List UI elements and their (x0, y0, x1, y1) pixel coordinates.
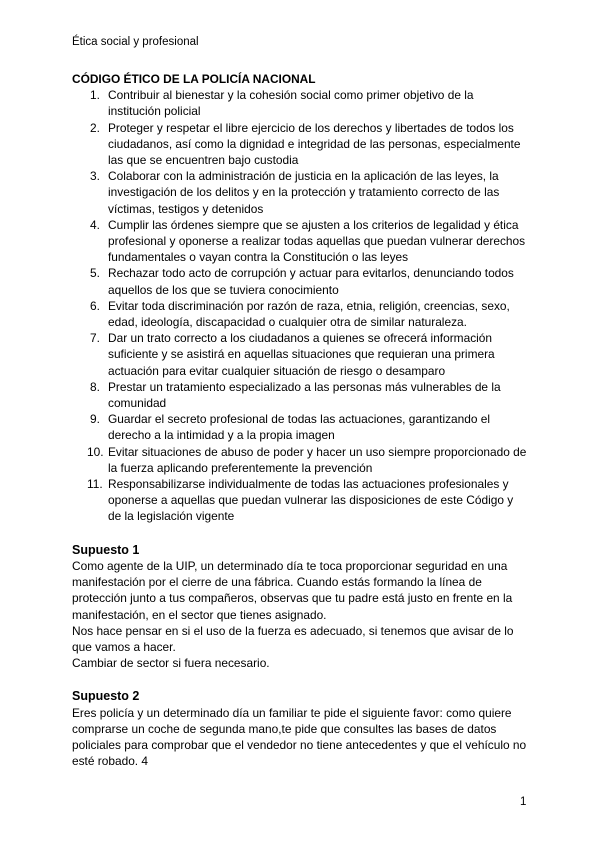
list-number: 3. (90, 169, 100, 184)
list-number: 2. (90, 120, 100, 135)
list-number: 6. (90, 298, 100, 313)
list-item-text: Cumplir las órdenes siempre que se ajusten a los criterios de legalidad y ética profesional y oponerse a realizar todas aquellas que puedan vulnerar derechos fundamentales o vayan contra la Constitución o las leyes (108, 217, 526, 265)
supuesto-2-title: Supuesto 2 (72, 689, 140, 704)
list-item-text: Proteger y respetar el libre ejercicio de los derechos y libertades de todos los ciudadanos, así como la dignidad e integridad de las personas, especialmente las que se encuentren bajo custodia (108, 120, 521, 168)
code-title: CÓDIGO ÉTICO DE LA POLICÍA NACIONAL (72, 72, 316, 86)
list-item-text: Rechazar todo acto de corrupción y actuar para evitarlos, denunciando todos aquellos de los que se tuviera conocimiento (108, 266, 514, 297)
list-item-text: Dar un trato correcto a los ciudadanos a quienes se ofrecerá información suficiente y se asistirá en aquellas situaciones que requieran una primera actuación para evitar cualquier situación de riesgo o desamparo (108, 331, 495, 378)
supuesto-1-title: Supuesto 1 (72, 542, 140, 557)
list-item (72, 217, 528, 266)
list-item-text: Prestar un tratamiento especializado a las personas más vulnerables de la comunidad (108, 379, 501, 411)
supuesto-1-paragraph: Cambiar de sector si fuera necesario. (72, 656, 270, 671)
list-item-text: Contribuir al bienestar y la cohesión social como primer objetivo de la institución policial (108, 88, 474, 119)
list-item-text: Guardar el secreto profesional de todas las actuaciones, garantizando el derecho a la intimidad y a la propia imagen (108, 412, 491, 443)
code-list (72, 87, 528, 524)
list-number: 1. (90, 88, 100, 103)
list-item-text: Evitar toda discriminación por razón de raza, etnia, religión, creencias, sexo, edad, ideología, discapacidad o cualquier otra de similar naturaleza. (108, 298, 510, 330)
page-header: Ética social y profesional (72, 36, 199, 48)
list-item (72, 265, 528, 297)
list-number: 10. (87, 444, 104, 459)
supuesto-1-paragraph: Nos hace pensar en si el uso de la fuerza es adecuado, si tenemos que avisar de lo que vamos a hacer. (72, 623, 514, 654)
list-item (72, 379, 528, 411)
list-number: 7. (90, 331, 100, 346)
list-item (72, 476, 528, 525)
list-item (72, 411, 528, 443)
list-item (72, 330, 528, 379)
list-item (72, 298, 528, 330)
list-number: 11. (87, 477, 103, 492)
list-number: 4. (90, 217, 100, 232)
list-item (72, 120, 528, 169)
list-item (72, 168, 528, 217)
supuesto-1-paragraph: Como agente de la UIP, un determinado día te toca proporcionar seguridad en una manifestación por el cierre de una fábrica. Cuando estás formando la línea de protección junto a tus compañeros, observas que tu padre está justo en frente en la manifestación, en el sector que tienes asignado. (72, 558, 513, 622)
supuesto-2-paragraph: Eres policía y un determinado día un familiar te pide el siguiente favor: como quiere comprarse un coche de segunda mano,te pide que consultes las bases de datos policiales para comprobar que el vendedor no tiene antecedentes y que el vehículo no esté robado. 4 (72, 705, 527, 769)
page-number: 1 (520, 796, 527, 808)
list-number: 9. (90, 412, 100, 427)
list-item-text: Evitar situaciones de abuso de poder y hacer un uso siempre proporcionado de la fuerza aplicando preferentemente la prevención (108, 444, 527, 475)
list-item (72, 444, 528, 476)
list-item-text: Colaborar con la administración de justicia en la aplicación de las leyes, la investigación de los delitos y en la protección y tratamiento correcto de las víctimas, testigos y detenidos (108, 169, 500, 216)
list-number: 5. (90, 266, 100, 281)
list-item (72, 87, 528, 119)
document-body (72, 71, 528, 769)
list-item-text: Responsabilizarse individualmente de todas las actuaciones profesionales y oponerse a aquellas que puedan vulnerar las disposiciones de este Código y de la legislación vigente (108, 477, 514, 524)
list-number: 8. (90, 379, 100, 394)
